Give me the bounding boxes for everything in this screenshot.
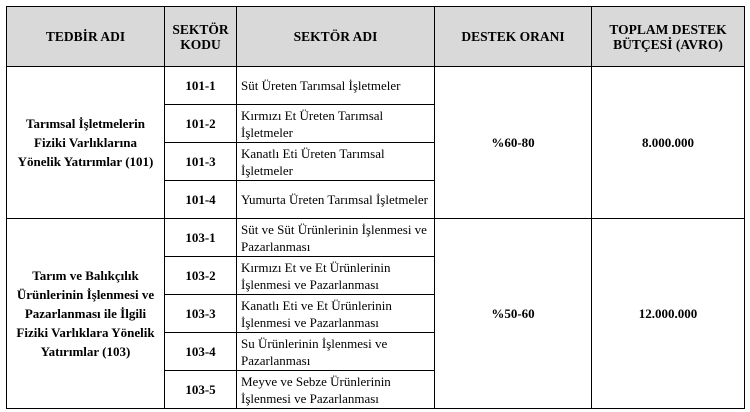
header-row: [7, 7, 745, 67]
sector-code: 101-2: [165, 105, 237, 143]
sector-code: 103-5: [165, 371, 237, 409]
sector-code: 101-3: [165, 143, 237, 181]
table-row: [7, 219, 745, 257]
header-total-budget: TOPLAM DESTEK BÜTÇESİ (AVRO): [592, 7, 745, 67]
sector-name: Süt ve Süt Ürünlerinin İşlenmesi ve Pazarlanması: [237, 219, 435, 257]
total-budget-101: 8.000.000: [592, 67, 745, 219]
sector-code: 101-1: [165, 67, 237, 105]
sector-name: Kanatlı Eti Üreten Tarımsal İşletmeler: [237, 143, 435, 181]
sector-name: Süt Üreten Tarımsal İşletmeler: [237, 67, 435, 105]
sector-code: 103-3: [165, 295, 237, 333]
header-sector-code: SEKTÖR KODU: [165, 7, 237, 67]
sector-name: Yumurta Üreten Tarımsal İşletmeler: [237, 181, 435, 219]
measure-name-101: Tarımsal İşletmelerin Fiziki Varlıklarına Yönelik Yatırımlar (101): [7, 67, 165, 219]
sector-code: 103-4: [165, 333, 237, 371]
sector-name: Kırmızı Et Üreten Tarımsal İşletmeler: [237, 105, 435, 143]
total-budget-103: 12.000.000: [592, 219, 745, 409]
support-measures-table: [6, 6, 745, 409]
sector-name: Kırmızı Et ve Et Ürünlerinin İşlenmesi ve Pazarlanması: [237, 257, 435, 295]
header-support-rate: DESTEK ORANI: [435, 7, 592, 67]
support-rate-101: %60-80: [435, 67, 592, 219]
sector-code: 103-2: [165, 257, 237, 295]
table-row: [7, 67, 745, 105]
sector-name: Su Ürünlerinin İşlenmesi ve Pazarlanması: [237, 333, 435, 371]
header-sector-name: SEKTÖR ADI: [237, 7, 435, 67]
sector-code: 103-1: [165, 219, 237, 257]
measure-name-103: Tarım ve Balıkçılık Ürünlerinin İşlenmesi ve Pazarlanması ile İlgili Fiziki Varlıklara Yönelik Yatırımlar (103): [7, 219, 165, 409]
sector-code: 101-4: [165, 181, 237, 219]
sector-name: Meyve ve Sebze Ürünlerinin İşlenmesi ve Pazarlanması: [237, 371, 435, 409]
support-table-sheet: [6, 6, 744, 408]
sector-name: Kanatlı Eti ve Et Ürünlerinin İşlenmesi ve Pazarlanması: [237, 295, 435, 333]
header-measure-name: TEDBİR ADI: [7, 7, 165, 67]
support-rate-103: %50-60: [435, 219, 592, 409]
